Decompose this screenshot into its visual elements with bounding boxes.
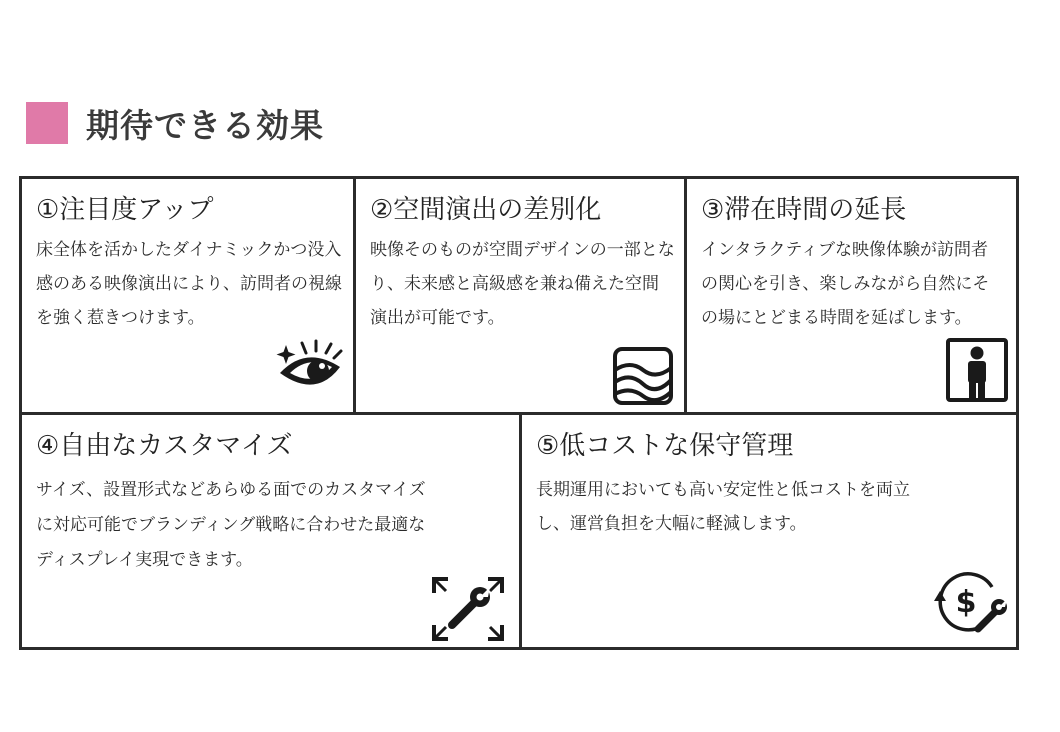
wrench-expand-icon (432, 577, 504, 641)
effect-title: ②空間演出の差別化 (370, 195, 602, 225)
dollar-wrench-icon (930, 565, 1008, 637)
effect-title: ④自由なカスタマイズ (36, 431, 293, 461)
effect-text: サイズ、設置形式などあらゆる面でのカスタマイズに対応可能でブランディング戦略に合わせた最適なディスプレイ実現できます。 (36, 480, 426, 570)
effect-title: ⑤低コストな保守管理 (536, 431, 794, 461)
effect-text: 映像そのものが空間デザインの一部となり、未来感と高級感を兼ね備えた空間演出が可能です。 (370, 240, 675, 328)
wave-panel-icon (612, 346, 674, 406)
svg-text:$: $ (955, 585, 977, 620)
effects-grid (19, 176, 1019, 650)
effect-cell-differentiation (356, 179, 687, 415)
eye-sparkle-icon (276, 339, 344, 393)
effect-title: ①注目度アップ (36, 195, 214, 225)
heading-marker (26, 102, 68, 144)
effect-cell-customization (22, 415, 522, 647)
heading-title: 期待できる効果 (86, 105, 324, 145)
effect-cell-attention (22, 179, 356, 415)
effect-cell-maintenance (522, 415, 1016, 647)
effect-text: 床全体を活かしたダイナミックかつ没入感のある映像演出により、訪問者の視線を強く惹きつけます。 (36, 240, 342, 328)
effect-text: インタラクティブな映像体験が訪問者の関心を引き、楽しみながら自然にその場にとどまる時間を延ばします。 (701, 240, 990, 328)
effect-text: 長期運用においても高い安定性と低コストを両立し、運営負担を大幅に軽減します。 (536, 480, 910, 534)
effect-title: ③滞在時間の延長 (701, 195, 907, 225)
section-heading (26, 100, 324, 146)
person-frame-icon (945, 337, 1009, 403)
effect-cell-dwell-time (687, 179, 1016, 415)
